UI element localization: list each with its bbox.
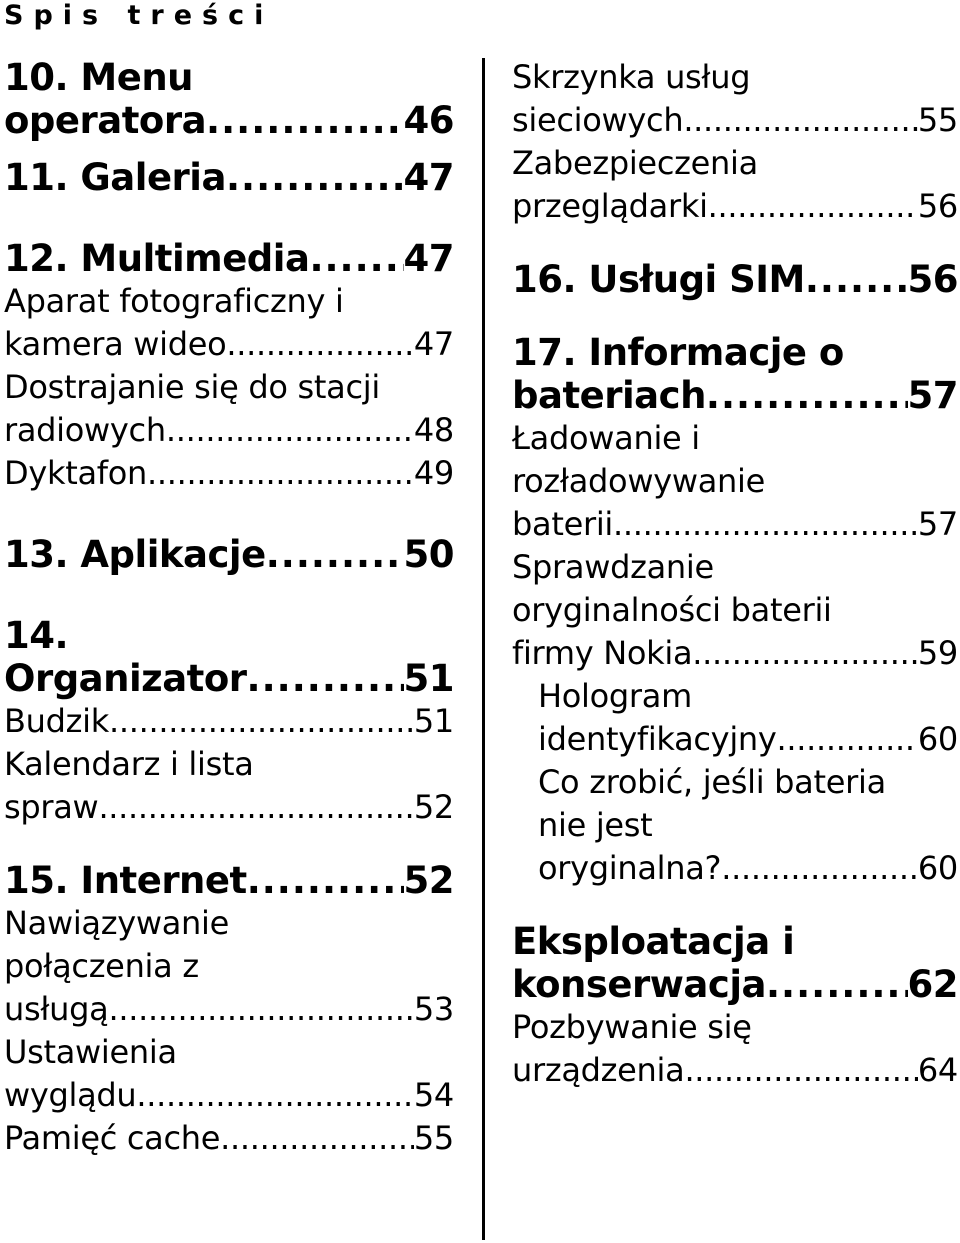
toc-subsection-entry[interactable] [512, 761, 958, 890]
toc-subsection-entry[interactable] [4, 902, 454, 1031]
toc-page-number: 48 [413, 411, 454, 449]
toc-entry-title: radiowych [4, 411, 166, 449]
dot-leader [247, 859, 404, 902]
toc-entry-title-line: 17. Informacje o [512, 331, 844, 374]
toc-entry-title: Organizator [4, 657, 247, 700]
toc-entry-title: sieciowych [512, 101, 684, 139]
toc-page-number: 64 [917, 1051, 958, 1089]
toc-entry-title: kamera wideo [4, 325, 227, 363]
toc-subsection-entry[interactable] [4, 743, 454, 829]
dot-leader [206, 99, 403, 142]
dot-leader [220, 1117, 414, 1160]
toc-page-number: 52 [403, 859, 454, 902]
toc-subsection-entry[interactable] [4, 700, 454, 743]
toc-entry-title-line: oryginalności baterii [512, 591, 832, 629]
toc-entry-title-line: Aparat fotograficzny i [4, 282, 344, 320]
toc-page-number: 57 [907, 374, 958, 417]
toc-page-number: 55 [413, 1119, 454, 1157]
toc-entry-title-line: rozładowywanie [512, 462, 765, 500]
toc-entry-title: Budzik [4, 702, 109, 740]
toc-entry-title: bateriach [512, 374, 706, 417]
toc-entry-title: Dyktafon [4, 454, 147, 492]
dot-leader [766, 963, 908, 1006]
toc-subsection-entry[interactable] [4, 452, 454, 495]
dot-leader [166, 409, 414, 452]
toc-section-entry[interactable] [4, 156, 454, 199]
dot-leader [805, 258, 908, 301]
toc-page-number: 62 [907, 963, 958, 1006]
toc-subsection-entry[interactable] [4, 1117, 454, 1160]
toc-entry-title: spraw [4, 788, 99, 826]
toc-page-number: 47 [403, 156, 454, 199]
toc-section-entry[interactable] [4, 237, 454, 280]
toc-entry-title: oryginalna? [538, 849, 722, 887]
dot-leader [136, 1074, 413, 1117]
dot-leader [692, 632, 918, 675]
toc-entry-title: Pamięć cache [4, 1119, 221, 1157]
toc-page-number: 46 [403, 99, 454, 142]
toc-subsection-entry[interactable] [512, 546, 958, 675]
toc-entry-title-line: Dostrajanie się do stacji [4, 368, 380, 406]
toc-entry-title-line: Nawiązywanie [4, 904, 229, 942]
dot-leader [684, 1049, 917, 1092]
toc-subsection-entry[interactable] [4, 366, 454, 452]
toc-entry-title: usługą [4, 990, 109, 1028]
toc-page-number: 53 [413, 990, 454, 1028]
toc-entry-title-line: Hologram [538, 677, 692, 715]
toc-entry-title-line: Sprawdzanie [512, 548, 714, 586]
toc-entry-title-line: połączenia z [4, 947, 199, 985]
toc-section-entry[interactable] [512, 920, 958, 1006]
toc-entry-title-line: nie jest [538, 806, 653, 844]
toc-page-number: 56 [907, 258, 958, 301]
dot-leader [226, 323, 413, 366]
dot-leader [613, 503, 918, 546]
toc-section-entry[interactable] [4, 56, 454, 142]
toc-entry-title-line: Co zrobić, jeśli bateria [538, 763, 886, 801]
toc-subsection-entry[interactable] [512, 417, 958, 546]
toc-entry-title: konserwacja [512, 963, 766, 1006]
toc-page-number: 56 [917, 187, 958, 225]
dot-leader [777, 718, 918, 761]
toc-entry-title-line: Ustawienia [4, 1033, 177, 1071]
toc-entry-title-line: 10. Menu [4, 56, 194, 99]
dot-leader [147, 452, 414, 495]
toc-entry-title: baterii [512, 505, 613, 543]
toc-subsection-entry[interactable] [512, 142, 958, 228]
toc-subsection-entry[interactable] [4, 1031, 454, 1117]
dot-leader [226, 156, 404, 199]
toc-entry-title-line: Skrzynka usług [512, 58, 751, 96]
toc-left-column [4, 56, 454, 1160]
toc-page-number: 60 [917, 849, 958, 887]
toc-entry-title: 11. Galeria [4, 156, 226, 199]
toc-entry-title: operatora [4, 99, 207, 142]
toc-page-number: 51 [413, 702, 454, 740]
toc-entry-title: firmy Nokia [512, 634, 693, 672]
toc-entry-title: identyfikacyjny [538, 720, 777, 758]
toc-entry-title-line: Zabezpieczenia [512, 144, 758, 182]
toc-page-number: 47 [413, 325, 454, 363]
dot-leader [108, 988, 413, 1031]
toc-entry-title-line: Kalendarz i lista [4, 745, 254, 783]
toc-right-column [512, 56, 958, 1092]
toc-entry-title-line: Ładowanie i [512, 419, 700, 457]
toc-subsection-entry[interactable] [512, 675, 958, 761]
toc-header: Spis treści [4, 0, 274, 31]
toc-subsection-entry[interactable] [512, 1006, 958, 1092]
toc-page-number: 55 [917, 101, 958, 139]
dot-leader [266, 533, 404, 576]
dot-leader [721, 847, 918, 890]
toc-page-number: 59 [917, 634, 958, 672]
toc-entry-title: 16. Usługi SIM [512, 258, 805, 301]
toc-entry-title: przeglądarki [512, 187, 708, 225]
toc-section-entry[interactable] [512, 331, 958, 417]
dot-leader [708, 185, 918, 228]
column-divider [482, 58, 485, 1240]
toc-entry-title: 12. Multimedia [4, 237, 310, 280]
toc-section-entry[interactable] [4, 614, 454, 700]
dot-leader [309, 237, 403, 280]
dot-leader [109, 700, 414, 743]
toc-page-number: 49 [413, 454, 454, 492]
dot-leader [683, 99, 918, 142]
toc-page-number: 60 [917, 720, 958, 758]
toc-entry-title-line: Pozbywanie się [512, 1008, 752, 1046]
toc-page-number: 54 [413, 1076, 454, 1114]
toc-section-entry[interactable] [4, 533, 454, 576]
toc-entry-title-line: 14. [4, 614, 69, 657]
toc-page-number: 52 [413, 788, 454, 826]
dot-leader [98, 786, 413, 829]
toc-page-number: 51 [403, 657, 454, 700]
toc-entry-title: 13. Aplikacje [4, 533, 266, 576]
toc-subsection-entry[interactable] [512, 56, 958, 142]
toc-entry-title-line: Eksploatacja i [512, 920, 795, 963]
toc-entry-title: 15. Internet [4, 859, 247, 902]
toc-page-number: 47 [403, 237, 454, 280]
dot-leader [247, 657, 404, 700]
dot-leader [706, 374, 908, 417]
toc-entry-title: urządzenia [512, 1051, 685, 1089]
toc-page-number: 57 [917, 505, 958, 543]
toc-page-number: 50 [403, 533, 454, 576]
toc-subsection-entry[interactable] [4, 280, 454, 366]
toc-section-entry[interactable] [512, 258, 958, 301]
toc-entry-title: wyglądu [4, 1076, 137, 1114]
toc-section-entry[interactable] [4, 859, 454, 902]
